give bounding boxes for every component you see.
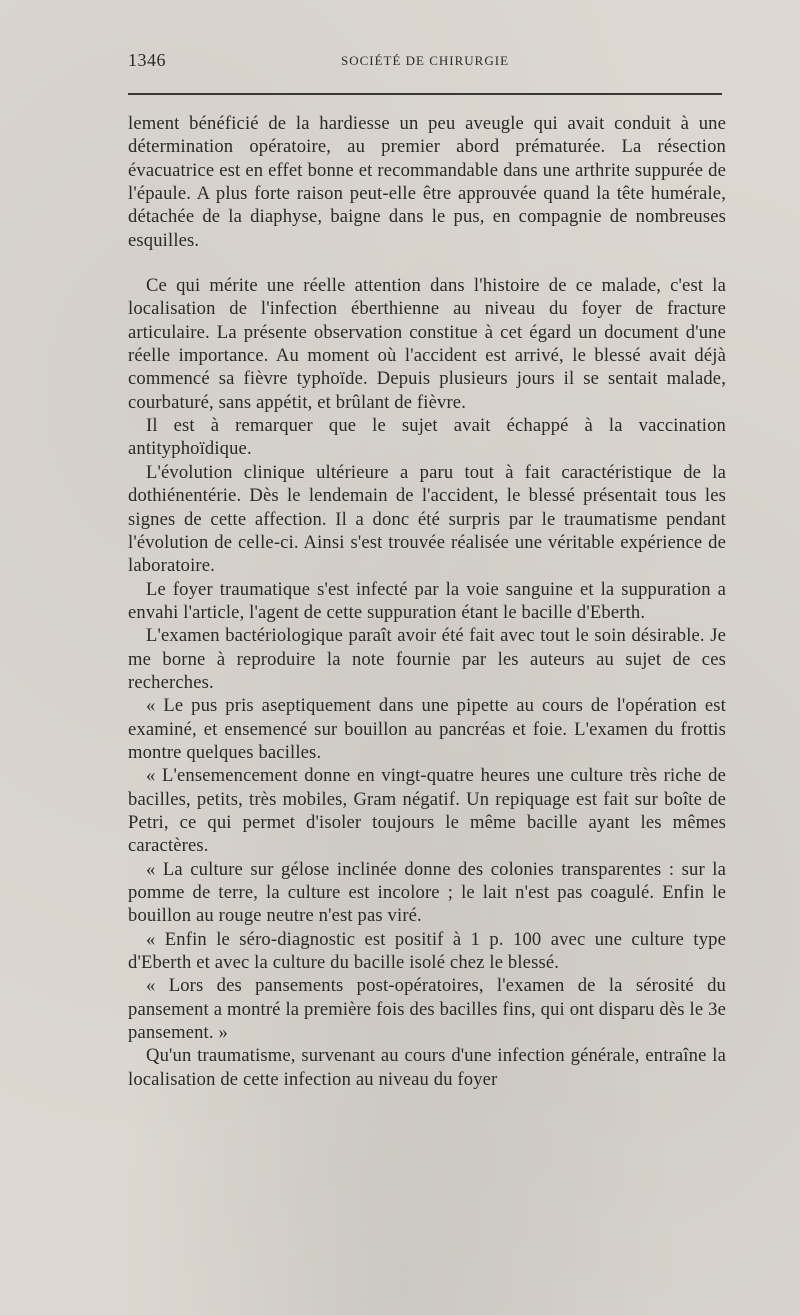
paragraph: Qu'un traumatisme, survenant au cours d'une infection générale, entraîne la localisation de cette infection au niveau du foyer <box>128 1045 726 1090</box>
paragraph: Il est à remarquer que le sujet avait échappé à la vaccination antityphoïdique. <box>128 415 726 460</box>
header-rule <box>128 93 722 95</box>
page-number: 1346 <box>128 50 166 70</box>
paragraph: L'examen bactériologique paraît avoir été fait avec tout le soin désirable. Je me borne à reproduire la note fournie par les auteurs au sujet de ces recherches. <box>128 625 726 693</box>
paragraph: « Lors des pansements post-opératoires, l'examen de la sérosité du pansement a montré la première fois des bacilles fins, qui ont disparu dès le 3e pansement. » <box>128 975 726 1044</box>
paragraph: « Le pus pris aseptiquement dans une pipette au cours de l'opération est examiné, et ensemencé sur bouillon au pancréas et foie. L'examen du frottis montre quelques bacilles. <box>128 695 726 763</box>
paragraph: « La culture sur gélose inclinée donne des colonies transparentes : sur la pomme de terre, la culture est incolore ; le lait n'est pas coagulé. Enfin le bouillon au rouge neutre n'est pas viré. <box>128 858 726 927</box>
paragraph: lement bénéficié de la hardiesse un peu aveugle qui avait conduit à une détermination opératoire, au premier abord prématurée. La résection évacuatrice est en effet bonne et recommandable dans une arthrite suppurée de l'épaule. A plus forte raison peut-elle être approuvée quand la tête humérale, détachée de la diaphyse, baigne dans le pus, en compagnie de nombreuses esquilles. <box>128 113 726 251</box>
body-text <box>128 112 726 1091</box>
running-head <box>128 50 722 76</box>
paragraph: Ce qui mérite une réelle attention dans l'histoire de ce malade, c'est la localisation de l'infection éberthienne au niveau du foyer de fracture articulaire. La présente observation constitue à cet égard un document d'une réelle importance. Au moment où l'accident est arrivé, le blessé avait déjà commencé sa fièvre typhoïde. Depuis plusieurs jours il se sentait malade, courbaturé, sans appétit, et brûlant de fièvre. <box>128 275 726 413</box>
paragraph: L'évolution clinique ultérieure a paru tout à fait caractéristique de la dothiénentérie. Dès le lendemain de l'accident, le blessé présentait tous les signes de cette affection. Il a donc été surpris par le traumatisme pendant l'évolution de celle-ci. Ainsi s'est trouvée réalisée une véritable expérience de laboratoire. <box>128 461 726 577</box>
paragraph: Le foyer traumatique s'est infecté par la voie sanguine et la suppuration a envahi l'article, l'agent de cette suppuration étant le bacille d'Eberth. <box>128 578 726 623</box>
paragraph: « Enfin le séro-diagnostic est positif à 1 p. 100 avec une culture type d'Eberth et avec la culture du bacille isolé chez le blessé. <box>128 928 726 974</box>
paragraph: « L'ensemencement donne en vingt-quatre heures une culture très riche de bacilles, petits, très mobiles, Gram négatif. Un repiquage est fait sur boîte de Petri, ce qui permet d'isoler toujours le même bacille ayant les mêmes caractères. <box>128 765 726 857</box>
journal-title: SOCIÉTÉ DE CHIRURGIE <box>340 53 510 68</box>
